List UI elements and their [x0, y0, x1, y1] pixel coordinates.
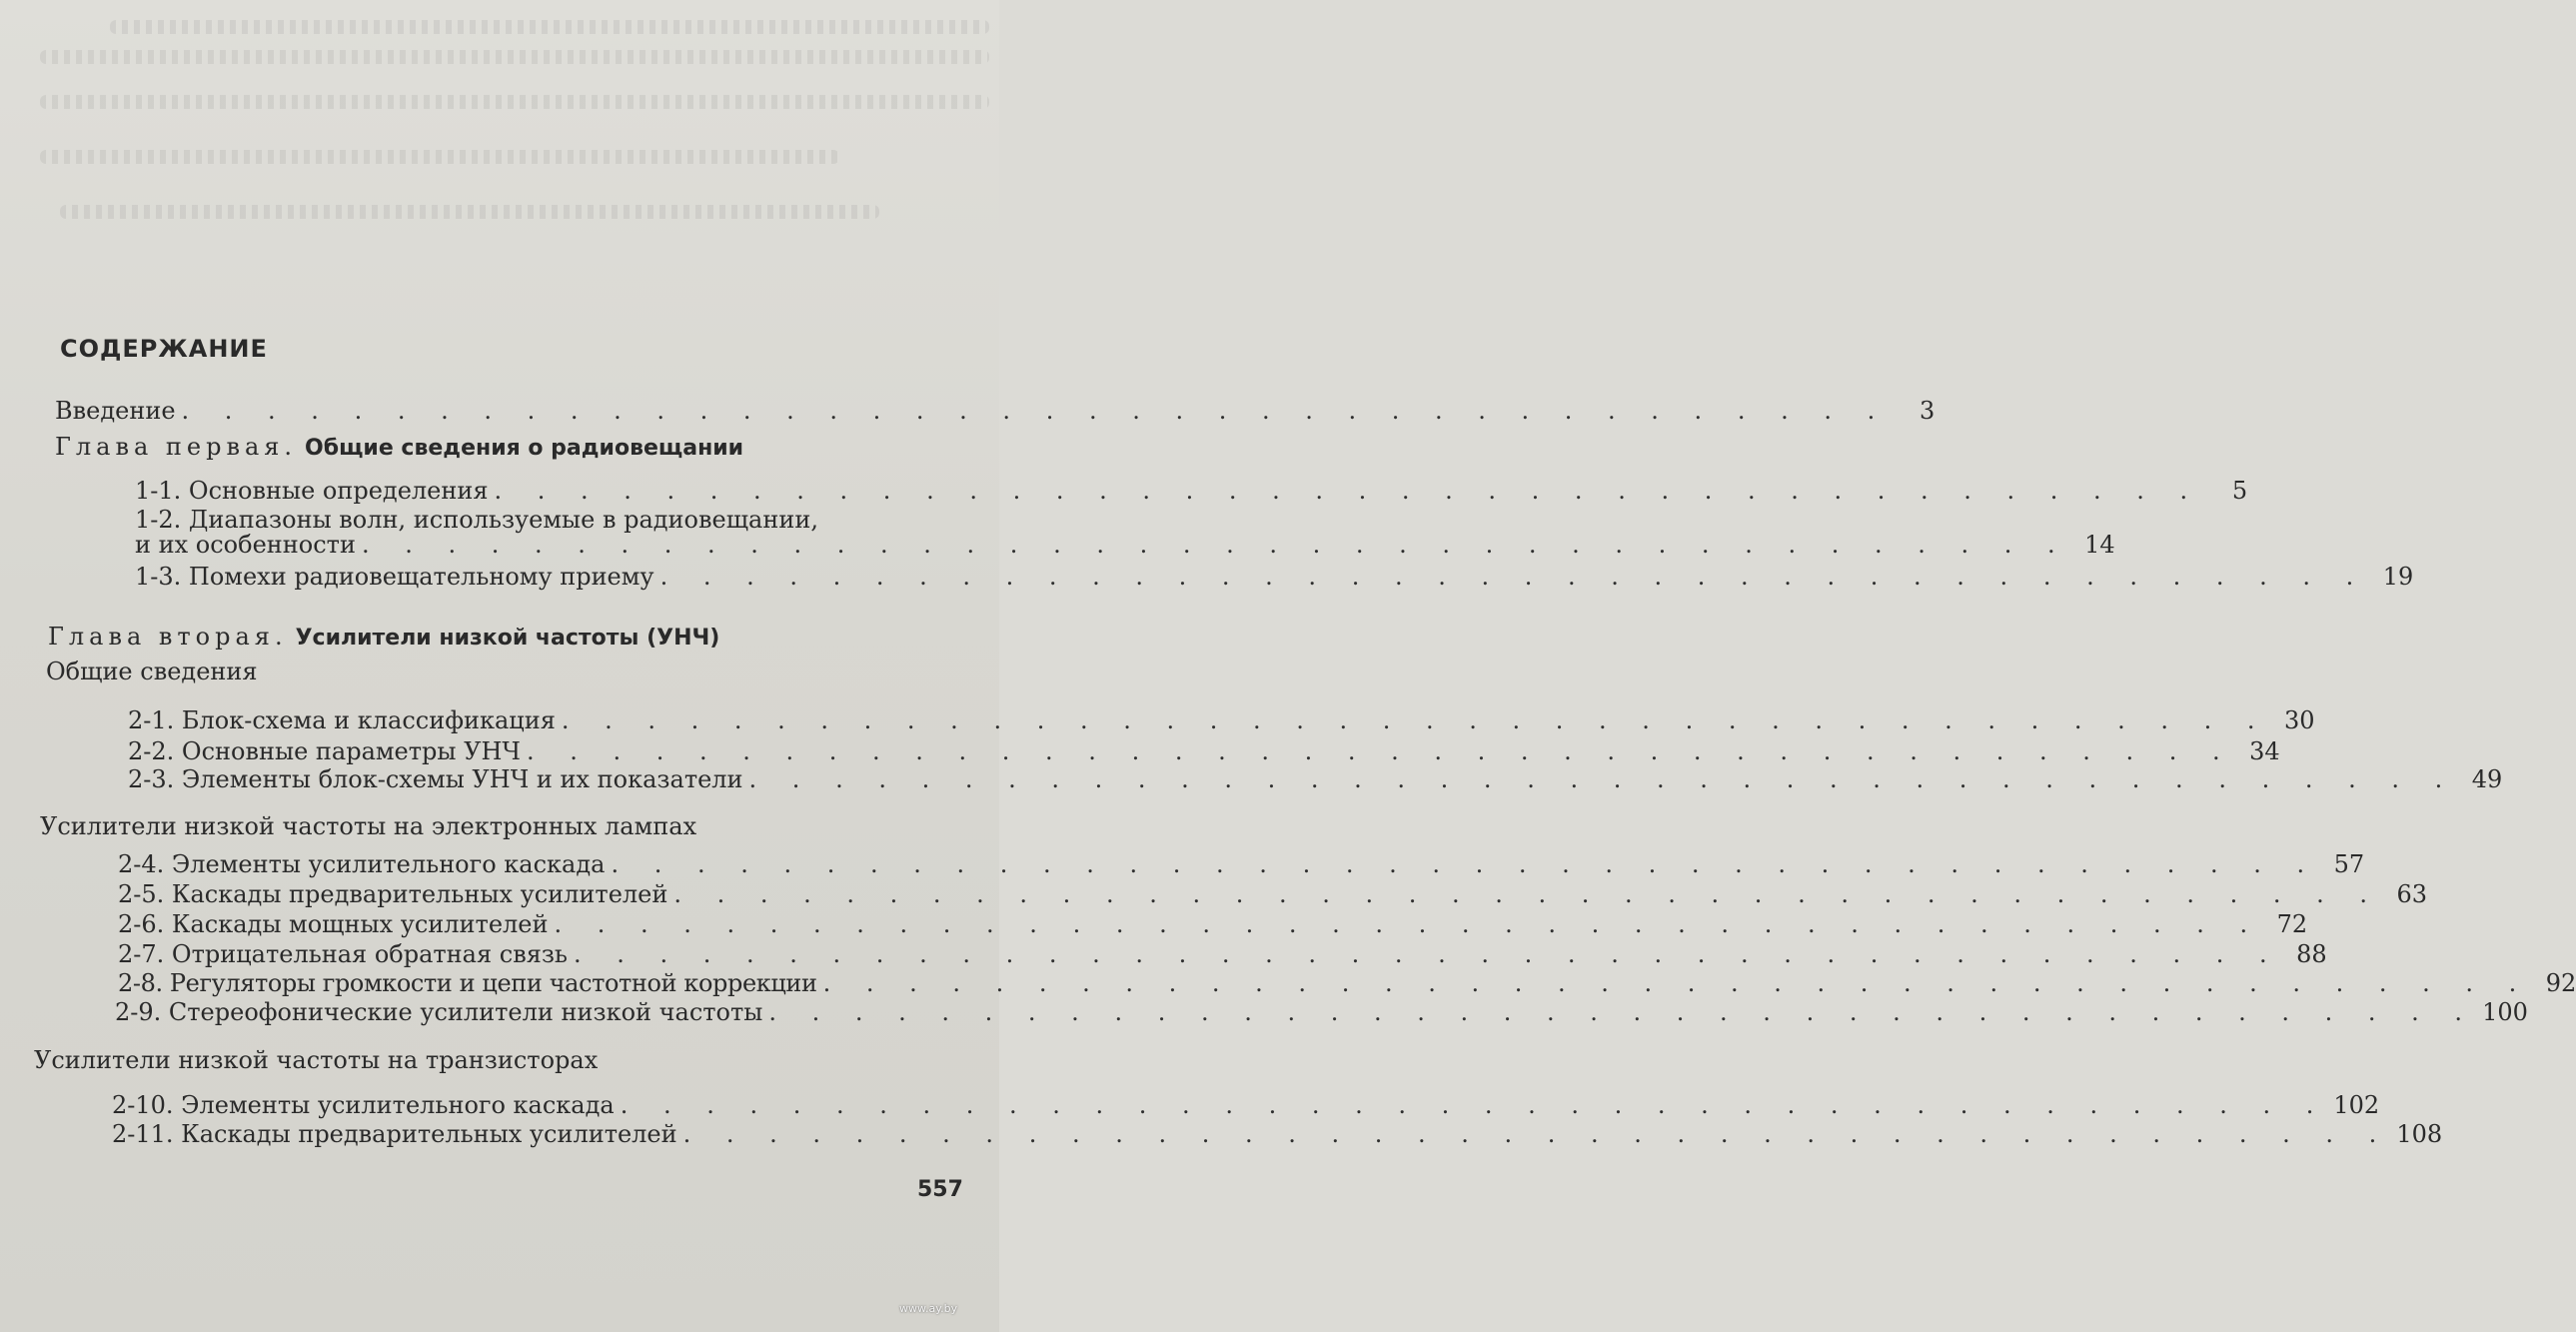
toc-entry: [115, 997, 2528, 1027]
toc-entry-label: 2-9. Стереофонические усилители низкой частоты: [115, 998, 763, 1026]
toc-entry: [128, 764, 2503, 794]
bleed-through-line: [110, 20, 989, 34]
toc-entry: [118, 909, 2308, 939]
bleed-through-line: [40, 150, 839, 164]
toc-entry: [112, 1090, 2380, 1120]
toc-entry-label: 2-1. Блок-схема и классификация: [128, 706, 556, 734]
toc-entry-page: 108: [2396, 1120, 2443, 1148]
chapter-name: Усилители низкой частоты (УНЧ): [295, 626, 720, 651]
toc-entry-label: 2-3. Элементы блок-схемы УНЧ и их показатели: [128, 765, 743, 793]
toc-entry-page: 102: [2333, 1091, 2380, 1119]
section-heading: Усилители низкой частоты на транзисторах: [34, 1046, 599, 1074]
toc-entry-page: 14: [2084, 531, 2115, 559]
page-number: 557: [917, 1177, 963, 1202]
toc-entry-label: 2-8. Регуляторы громкости и цепи частотной коррекции: [118, 969, 817, 997]
toc-entry-page: 57: [2333, 850, 2365, 878]
toc-entry-page: 5: [2231, 477, 2248, 505]
dot-leader: . . . . . . . . . . . . . . . . . . . . . . . . . . . . . . . . . . . . . . . .: [768, 998, 2477, 1026]
toc-entry: [118, 849, 2365, 879]
toc-entry-label: 2-5. Каскады предварительных усилителей: [118, 880, 668, 908]
toc-entry: [118, 939, 2327, 969]
toc-entry-label: Введение: [55, 397, 176, 425]
dot-leader: . . . . . . . . . . . . . . . . . . . . . . . . . . . . . . . . . . . . . . . .: [682, 1120, 2391, 1148]
bleed-through-line: [40, 50, 989, 64]
toc-entry-label: 2-11. Каскады предварительных усилителей: [112, 1120, 677, 1148]
toc-entry-page: 100: [2482, 998, 2528, 1026]
toc-entry-label: 2-10. Элементы усилительного каскада: [112, 1091, 615, 1119]
dot-leader: . . . . . . . . . . . . . . . . . . . . . . . . . . . . . . . . . . . . . . . .: [561, 706, 2269, 734]
toc-entry-label: 2-4. Элементы усилительного каскада: [118, 850, 606, 878]
dot-leader: . . . . . . . . . . . . . . . . . . . . . . . . . . . . . . . . . . . . . . . .: [748, 765, 2457, 793]
page-title: СОДЕРЖАНИЕ: [60, 335, 268, 363]
dot-leader: . . . . . . . . . . . . . . . . . . . . . . . . . . . . . . . . . . . . . . . .: [822, 969, 2531, 997]
toc-entry-label: 2-2. Основные параметры УНЧ: [128, 737, 521, 765]
toc-entry-page: 92: [2545, 969, 2576, 997]
toc-entry: [112, 1119, 2443, 1149]
dot-leader: . . . . . . . . . . . . . . . . . . . . . . . . . . . . . . . . . . . . . . . .: [361, 531, 2069, 559]
bleed-through-line: [40, 95, 989, 109]
toc-entry: [128, 705, 2315, 735]
dot-leader: . . . . . . . . . . . . . . . . . . . . . . . . . . . . . . . . . . . . . . . .: [554, 910, 2262, 938]
toc-entry-page: 49: [2471, 765, 2503, 793]
dot-leader: . . . . . . . . . . . . . . . . . . . . . . . . . . . . . . . . . . . . . . . .: [620, 1091, 2328, 1119]
dot-leader: . . . . . . . . . . . . . . . . . . . . . . . . . . . . . . . . . . . . . . . .: [659, 563, 2368, 591]
toc-entry-page: 3: [1919, 397, 1935, 425]
toc-entry-label: 1-3. Помехи радиовещательному приему: [135, 563, 654, 591]
bleed-through-line: [60, 205, 879, 219]
toc-entry-intro: [55, 396, 1935, 426]
toc-entry-page: 34: [2249, 737, 2280, 765]
section-heading: Усилители низкой частоты на электронных лампах: [40, 812, 697, 840]
toc-entry-page: 63: [2396, 880, 2428, 908]
toc-entry: [135, 530, 2115, 560]
watermark: www.ay.by: [899, 1302, 958, 1315]
chapter-lead: Глава первая.: [55, 433, 298, 461]
toc-entry: [128, 736, 2280, 766]
dot-leader: . . . . . . . . . . . . . . . . . . . . . . . . . . . . . . . . . . . . . . . .: [673, 880, 2382, 908]
dot-leader: . . . . . . . . . . . . . . . . . . . . . . . . . . . . . . . . . . . . . . . .: [526, 737, 2234, 765]
toc-entry: [118, 968, 2576, 998]
toc-entry-page: 19: [2382, 563, 2414, 591]
section-heading: Общие сведения: [46, 658, 258, 685]
toc-entry-page: 88: [2296, 940, 2327, 968]
toc-entry: [118, 879, 2428, 909]
chapter-heading-2: [48, 622, 719, 652]
toc-entry-label: 1-1. Основные определения: [135, 477, 489, 505]
dot-leader: . . . . . . . . . . . . . . . . . . . . . . . . . . . . . . . . . . . . . . . .: [574, 940, 2281, 968]
dot-leader: . . . . . . . . . . . . . . . . . . . . . . . . . . . . . . . . . . . . . . . .: [494, 477, 2202, 505]
chapter-name: Общие сведения о радиовещании: [305, 436, 744, 461]
chapter-lead: Глава вторая.: [48, 623, 288, 651]
toc-entry: [135, 562, 2414, 592]
toc-entry: [135, 476, 2248, 506]
toc-entry-page: 30: [2284, 706, 2315, 734]
toc-entry-page: 72: [2276, 910, 2308, 938]
dot-leader: . . . . . . . . . . . . . . . . . . . . . . . . . . . . . . . . . . . . . . . .: [181, 397, 1890, 425]
toc-entry-label: 2-6. Каскады мощных усилителей: [118, 910, 549, 938]
dot-leader: . . . . . . . . . . . . . . . . . . . . . . . . . . . . . . . . . . . . . . . .: [611, 850, 2319, 878]
toc-entry-label: 2-7. Отрицательная обратная связь: [118, 940, 568, 968]
toc-entry-label: и их особенности: [135, 531, 356, 559]
toc-entry-label: 1-2. Диапазоны волн, используемые в радиовещании,: [135, 506, 818, 534]
chapter-heading-1: [55, 432, 743, 462]
